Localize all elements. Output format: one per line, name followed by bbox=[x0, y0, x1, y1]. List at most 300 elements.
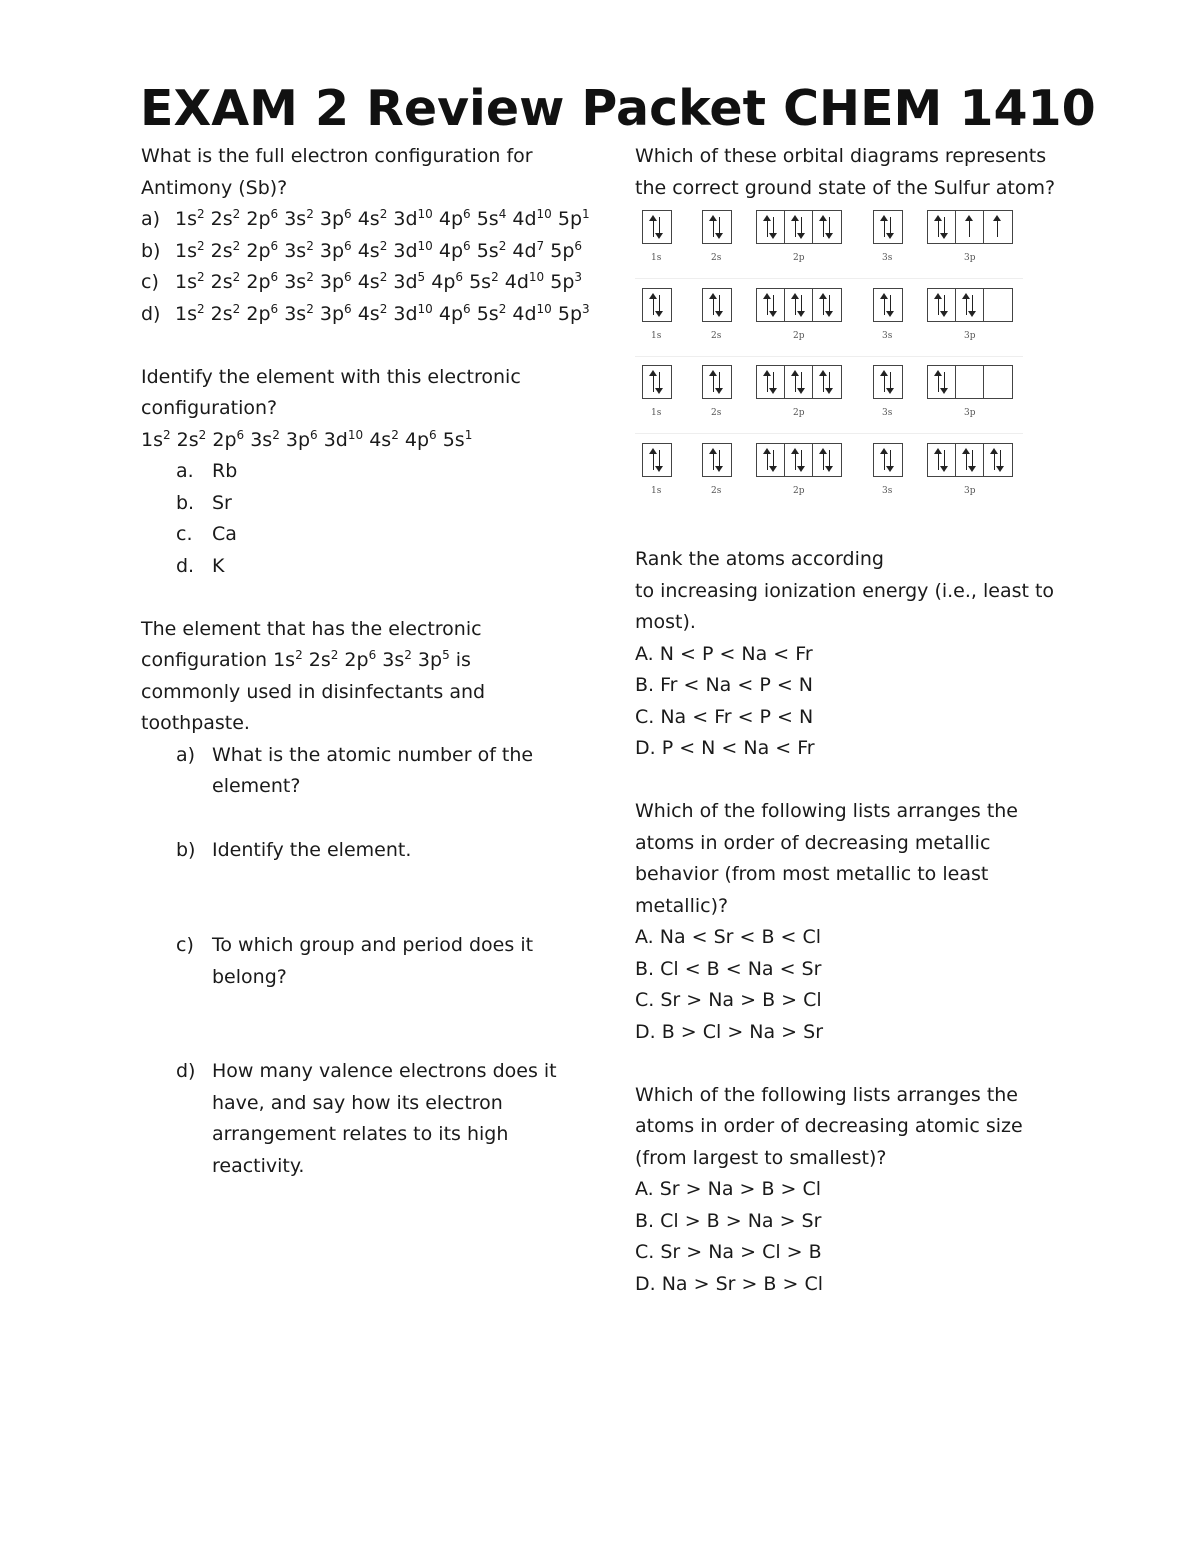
q6-line2: atoms in order of decreasing metallic bbox=[635, 831, 991, 854]
arrow-down-icon bbox=[944, 217, 945, 237]
config-text: 3s bbox=[244, 428, 273, 451]
config-text: 4d bbox=[506, 208, 537, 230]
config-text: 4p bbox=[425, 271, 456, 293]
divider bbox=[635, 278, 1023, 279]
orbital-cell bbox=[785, 444, 813, 476]
superscript: 2 bbox=[295, 648, 303, 662]
orbital-cell bbox=[757, 444, 785, 476]
orbital-label: 3s bbox=[882, 408, 893, 418]
q7-option-d: D. Na > Sr > B > Cl bbox=[635, 1272, 824, 1295]
orbital-label: 2p bbox=[793, 330, 805, 341]
superscript: 2 bbox=[306, 270, 314, 284]
superscript: 2 bbox=[272, 427, 280, 442]
config-text: 5s bbox=[436, 428, 465, 451]
sub-text: What is the atomic number of the bbox=[212, 743, 534, 766]
q7-line2: atoms in order of decreasing atomic size bbox=[635, 1115, 1023, 1137]
orbital-label: 2p bbox=[793, 485, 805, 496]
orbital-cell bbox=[874, 444, 902, 476]
arrow-down-icon bbox=[890, 217, 891, 237]
option-text: K bbox=[212, 554, 225, 577]
arrow-down-icon bbox=[659, 295, 660, 315]
orbital-box bbox=[702, 288, 732, 322]
superscript: 10 bbox=[347, 427, 364, 442]
superscript: 2 bbox=[330, 648, 339, 662]
config-text: 2p bbox=[240, 208, 271, 230]
config-text: 3p bbox=[279, 428, 311, 451]
orbital-cell bbox=[874, 211, 902, 243]
page-title: EXAM 2 Review Packet CHEM 1410 bbox=[140, 80, 1096, 137]
arrow-up-icon bbox=[884, 217, 885, 237]
config-text: 4s bbox=[351, 302, 380, 325]
arrow-up-icon bbox=[997, 217, 998, 237]
arrow-down-icon bbox=[1000, 450, 1001, 470]
config-text: 4d bbox=[506, 302, 537, 325]
arrow-up-icon bbox=[795, 217, 796, 237]
orbital-box bbox=[873, 443, 903, 477]
arrow-up-icon bbox=[823, 217, 824, 237]
arrow-up-icon bbox=[969, 217, 970, 237]
orbital-cell bbox=[703, 444, 731, 476]
option-text: Ca bbox=[212, 523, 237, 545]
superscript: 2 bbox=[498, 238, 507, 253]
superscript: 1 bbox=[464, 427, 473, 442]
config-text: 4s bbox=[351, 239, 380, 262]
superscript: 2 bbox=[404, 648, 412, 662]
orbital-cell bbox=[703, 366, 731, 398]
arrow-up-icon bbox=[994, 450, 995, 470]
superscript: 6 bbox=[236, 427, 245, 442]
sub-text: reactivity. bbox=[212, 1154, 305, 1177]
superscript: 6 bbox=[270, 238, 279, 253]
config-text: 5p bbox=[551, 302, 583, 325]
q5-option-a: A. N < P < Na < Fr bbox=[635, 642, 813, 665]
config-text: 5p bbox=[551, 208, 583, 230]
arrow-down-icon bbox=[829, 372, 830, 392]
q3-line3: commonly used in disinfectants and bbox=[141, 680, 486, 703]
config-text: configuration 1s bbox=[141, 649, 296, 671]
q6-option-d: D. B > Cl > Na > Sr bbox=[635, 1020, 824, 1043]
orbital-diagrams bbox=[635, 206, 1025, 506]
superscript: 5 bbox=[417, 270, 426, 284]
q7-line3: (from largest to smallest)? bbox=[635, 1146, 887, 1169]
config-text: 3s bbox=[278, 302, 307, 325]
orbital-label: 3s bbox=[882, 253, 893, 263]
orbital-cell bbox=[813, 289, 841, 321]
orbital-box bbox=[702, 365, 732, 399]
config-text: 2p bbox=[240, 271, 271, 293]
arrow-down-icon bbox=[719, 372, 720, 392]
option-label: a. bbox=[176, 460, 194, 482]
q1-options bbox=[141, 204, 590, 330]
option-label: b) bbox=[141, 239, 161, 262]
arrow-up-icon bbox=[938, 295, 939, 315]
arrow-down-icon bbox=[801, 295, 802, 315]
config-text: 2s bbox=[302, 649, 331, 671]
q3-line2 bbox=[141, 645, 561, 677]
orbital-box bbox=[927, 365, 1013, 399]
orbital-label: 2s bbox=[711, 330, 722, 341]
orbital-diagram-option[interactable] bbox=[635, 361, 1025, 433]
config-text: 2s bbox=[170, 428, 199, 451]
arrow-down-icon bbox=[719, 217, 720, 237]
q2-option-d bbox=[141, 551, 561, 583]
config-text: 5s bbox=[470, 302, 499, 325]
arrow-down-icon bbox=[773, 372, 774, 392]
orbital-label: 3p bbox=[964, 330, 976, 341]
config-text: 4d bbox=[506, 239, 537, 262]
orbital-cell bbox=[785, 366, 813, 398]
orbital-box bbox=[927, 210, 1013, 244]
config-text: 2s bbox=[204, 239, 233, 262]
orbital-cell bbox=[984, 444, 1012, 476]
superscript: 10 bbox=[417, 301, 433, 316]
arrow-up-icon bbox=[795, 372, 796, 392]
option-label: a) bbox=[141, 208, 161, 230]
orbital-cell bbox=[813, 366, 841, 398]
orbital-cell bbox=[757, 211, 785, 243]
orbital-cell bbox=[874, 289, 902, 321]
arrow-down-icon bbox=[773, 295, 774, 315]
orbital-box bbox=[642, 443, 672, 477]
orbital-label: 1s bbox=[651, 485, 662, 496]
q2-option-c bbox=[141, 519, 561, 551]
q6-option-b: B. Cl < B < Na < Sr bbox=[635, 957, 822, 980]
orbital-box bbox=[642, 210, 672, 244]
superscript: 2 bbox=[491, 270, 499, 284]
superscript: 10 bbox=[528, 270, 545, 284]
superscript: 6 bbox=[344, 238, 352, 253]
config-text: 4p bbox=[432, 208, 464, 230]
superscript: 2 bbox=[306, 301, 314, 316]
arrow-down-icon bbox=[801, 450, 802, 470]
option-label: b. bbox=[176, 491, 195, 514]
superscript: 10 bbox=[417, 238, 433, 253]
orbital-diagram-option[interactable] bbox=[635, 284, 1025, 356]
superscript: 6 bbox=[344, 270, 352, 284]
q2-option-a bbox=[141, 456, 561, 488]
superscript: 2 bbox=[197, 238, 205, 253]
superscript: 6 bbox=[344, 301, 352, 316]
superscript: 10 bbox=[536, 207, 552, 221]
superscript: 2 bbox=[197, 207, 205, 221]
sub-text: arrangement relates to its high bbox=[212, 1123, 509, 1145]
config-text: 5s bbox=[470, 208, 499, 230]
superscript: 6 bbox=[463, 238, 471, 253]
orbital-cell bbox=[956, 366, 984, 398]
orbital-diagram-option[interactable] bbox=[635, 206, 1025, 278]
superscript: 6 bbox=[270, 301, 279, 316]
orbital-label: 3s bbox=[882, 330, 893, 341]
option-text: Sr bbox=[212, 491, 232, 514]
arrow-up-icon bbox=[767, 217, 768, 237]
q2-question-line2: configuration? bbox=[141, 397, 278, 419]
orbital-box bbox=[927, 443, 1013, 477]
config-text: 4s bbox=[363, 428, 392, 451]
superscript: 6 bbox=[344, 207, 352, 221]
orbital-label: 2s bbox=[711, 485, 722, 496]
orbital-label: 2p bbox=[793, 253, 805, 263]
sub-label: c) bbox=[176, 934, 194, 956]
sub-text: belong? bbox=[212, 965, 287, 988]
q6-line4: metallic)? bbox=[635, 894, 729, 917]
option-config bbox=[175, 236, 582, 268]
config-text: 4p bbox=[432, 239, 464, 262]
orbital-cell bbox=[643, 211, 671, 243]
superscript: 7 bbox=[536, 238, 545, 253]
arrow-up-icon bbox=[653, 295, 654, 315]
config-text: 3p bbox=[313, 271, 345, 293]
superscript: 2 bbox=[232, 238, 241, 253]
q5-line3: most). bbox=[635, 611, 696, 633]
orbital-box bbox=[642, 288, 672, 322]
sub-label: b) bbox=[176, 838, 196, 861]
superscript: 2 bbox=[498, 301, 507, 316]
option-label: d) bbox=[141, 302, 161, 325]
q2-config bbox=[141, 425, 561, 457]
orbital-box bbox=[873, 210, 903, 244]
superscript: 2 bbox=[379, 270, 388, 284]
orbital-label: 2p bbox=[793, 408, 805, 418]
divider bbox=[635, 433, 1023, 434]
arrow-down-icon bbox=[944, 450, 945, 470]
config-text: 3d bbox=[387, 271, 418, 293]
sub-label: a) bbox=[176, 743, 196, 766]
orbital-box bbox=[642, 365, 672, 399]
q7-line1: Which of the following lists arranges the bbox=[635, 1083, 1018, 1106]
sub-text: How many valence electrons does it bbox=[212, 1060, 557, 1082]
arrow-up-icon bbox=[767, 450, 768, 470]
config-text: 5s bbox=[463, 271, 492, 293]
orbital-cell bbox=[956, 211, 984, 243]
arrow-down-icon bbox=[944, 372, 945, 392]
config-text: 2p bbox=[240, 239, 271, 262]
orbital-cell bbox=[928, 211, 956, 243]
config-text: 3d bbox=[317, 428, 348, 451]
config-text: 1s bbox=[175, 208, 197, 230]
orbital-box bbox=[756, 288, 842, 322]
superscript: 2 bbox=[197, 270, 205, 284]
orbital-cell bbox=[703, 211, 731, 243]
orbital-cell bbox=[956, 289, 984, 321]
superscript: 6 bbox=[270, 207, 279, 221]
superscript: 6 bbox=[455, 270, 464, 284]
superscript: 2 bbox=[306, 238, 314, 253]
arrow-down-icon bbox=[890, 372, 891, 392]
arrow-down-icon bbox=[801, 217, 802, 237]
q2-option-b bbox=[141, 488, 561, 520]
orbital-box bbox=[756, 443, 842, 477]
config-text: 4s bbox=[351, 271, 380, 293]
orbital-cell bbox=[928, 289, 956, 321]
config-text: 4p bbox=[398, 428, 430, 451]
orbital-cell bbox=[785, 289, 813, 321]
right-column bbox=[635, 141, 1075, 204]
arrow-down-icon bbox=[801, 372, 802, 392]
superscript: 5 bbox=[442, 648, 450, 662]
config-text: 3p bbox=[411, 649, 443, 671]
orbital-cell bbox=[757, 289, 785, 321]
orbital-box bbox=[873, 288, 903, 322]
orbital-cell bbox=[813, 444, 841, 476]
q5-option-b: B. Fr < Na < P < N bbox=[635, 674, 813, 696]
config-text: 3p bbox=[313, 302, 345, 325]
sub-text: element? bbox=[212, 775, 301, 797]
superscript: 2 bbox=[232, 270, 241, 284]
orbital-box bbox=[927, 288, 1013, 322]
orbital-cell bbox=[757, 366, 785, 398]
q3-sub-d bbox=[141, 1056, 561, 1182]
config-text: 5s bbox=[470, 239, 499, 262]
orbital-label: 3s bbox=[882, 485, 893, 496]
config-text: 3s bbox=[278, 239, 307, 262]
orbital-box bbox=[756, 210, 842, 244]
config-text: 4d bbox=[498, 271, 529, 293]
orbital-cell bbox=[813, 211, 841, 243]
orbital-label: 3p bbox=[964, 253, 976, 263]
q6-option-a: A. Na < Sr < B < Cl bbox=[635, 926, 822, 948]
orbital-label: 1s bbox=[651, 330, 662, 341]
arrow-up-icon bbox=[884, 295, 885, 315]
arrow-up-icon bbox=[795, 450, 796, 470]
right-column-lower bbox=[635, 544, 1075, 1300]
config-text: is bbox=[449, 649, 471, 671]
orbital-cell bbox=[928, 444, 956, 476]
q3-sub-b bbox=[141, 835, 561, 867]
option-text: Rb bbox=[212, 460, 238, 482]
orbital-cell bbox=[643, 366, 671, 398]
arrow-down-icon bbox=[944, 295, 945, 315]
q5-line2: to increasing ionization energy (i.e., least to bbox=[635, 579, 1055, 602]
config-text: 3s bbox=[278, 271, 307, 293]
orbital-box bbox=[702, 443, 732, 477]
q6-line3: behavior (from most metallic to least bbox=[635, 863, 989, 885]
config-text: 2s bbox=[204, 208, 233, 230]
arrow-up-icon bbox=[966, 450, 967, 470]
orbital-diagram-option[interactable] bbox=[635, 439, 1025, 511]
option-label: c. bbox=[176, 523, 193, 545]
q7-option-c: C. Sr > Na > Cl > B bbox=[635, 1241, 822, 1263]
superscript: 6 bbox=[463, 301, 471, 316]
sub-text: have, and say how its electron bbox=[212, 1091, 503, 1114]
superscript: 10 bbox=[536, 301, 552, 316]
superscript: 3 bbox=[574, 270, 583, 284]
arrow-down-icon bbox=[829, 295, 830, 315]
q5-option-d: D. P < N < Na < Fr bbox=[635, 737, 815, 759]
config-text: 3s bbox=[278, 208, 307, 230]
orbital-cell bbox=[984, 289, 1012, 321]
config-text: 1s bbox=[141, 428, 163, 451]
arrow-down-icon bbox=[719, 450, 720, 470]
arrow-up-icon bbox=[884, 450, 885, 470]
q1-question-line1: What is the full electron configuration for bbox=[141, 145, 533, 167]
divider bbox=[635, 356, 1023, 357]
superscript: 2 bbox=[163, 427, 171, 442]
q7-option-a: A. Sr > Na > B > Cl bbox=[635, 1178, 822, 1200]
orbital-label: 2s bbox=[711, 253, 722, 263]
q5-line1: Rank the atoms according bbox=[635, 548, 884, 570]
superscript: 6 bbox=[270, 270, 279, 284]
orbital-cell bbox=[984, 211, 1012, 243]
superscript: 6 bbox=[368, 648, 377, 662]
q1-question-line2: Antimony (Sb)? bbox=[141, 176, 288, 199]
orbital-box bbox=[756, 365, 842, 399]
superscript: 2 bbox=[379, 301, 388, 316]
arrow-down-icon bbox=[659, 450, 660, 470]
superscript: 6 bbox=[310, 427, 318, 442]
orbital-box bbox=[873, 365, 903, 399]
config-text: 3d bbox=[387, 239, 418, 262]
q3-line1: The element that has the electronic bbox=[141, 617, 482, 640]
arrow-up-icon bbox=[713, 217, 714, 237]
config-text: 2p bbox=[206, 428, 237, 451]
config-text: 1s bbox=[175, 239, 197, 262]
arrow-up-icon bbox=[938, 372, 939, 392]
option-config bbox=[175, 204, 590, 236]
orbital-label: 3p bbox=[964, 485, 976, 496]
arrow-up-icon bbox=[713, 450, 714, 470]
arrow-down-icon bbox=[829, 217, 830, 237]
option-config bbox=[175, 299, 590, 331]
orbital-cell bbox=[984, 366, 1012, 398]
superscript: 1 bbox=[582, 207, 590, 221]
arrow-up-icon bbox=[653, 372, 654, 392]
config-text: 2p bbox=[338, 649, 369, 671]
arrow-down-icon bbox=[719, 295, 720, 315]
superscript: 10 bbox=[417, 207, 433, 221]
config-text: 2p bbox=[240, 302, 271, 325]
arrow-up-icon bbox=[713, 372, 714, 392]
sub-text: Identify the element. bbox=[212, 838, 412, 861]
q7-option-b: B. Cl > B > Na > Sr bbox=[635, 1209, 822, 1232]
superscript: 2 bbox=[391, 427, 399, 442]
config-text: 2s bbox=[204, 302, 233, 325]
config-text: 1s bbox=[175, 302, 197, 325]
superscript: 4 bbox=[498, 207, 507, 221]
arrow-up-icon bbox=[713, 295, 714, 315]
arrow-down-icon bbox=[890, 450, 891, 470]
arrow-down-icon bbox=[890, 295, 891, 315]
q6-line1: Which of the following lists arranges the bbox=[635, 800, 1018, 822]
arrow-up-icon bbox=[938, 217, 939, 237]
arrow-up-icon bbox=[966, 295, 967, 315]
orbital-label: 1s bbox=[651, 408, 662, 418]
orbital-cell bbox=[874, 366, 902, 398]
arrow-up-icon bbox=[795, 295, 796, 315]
orbital-label: 1s bbox=[651, 253, 662, 263]
config-text: 5p bbox=[544, 239, 575, 262]
arrow-up-icon bbox=[653, 217, 654, 237]
config-text: 3p bbox=[313, 208, 345, 230]
orbital-label: 3p bbox=[964, 408, 976, 418]
arrow-up-icon bbox=[823, 295, 824, 315]
q1-option-d bbox=[141, 299, 590, 331]
config-text: 3d bbox=[387, 302, 418, 325]
orbital-cell bbox=[643, 289, 671, 321]
q5-option-c: C. Na < Fr < P < N bbox=[635, 705, 814, 728]
option-config bbox=[175, 267, 582, 299]
orbital-cell bbox=[703, 289, 731, 321]
arrow-down-icon bbox=[773, 450, 774, 470]
superscript: 2 bbox=[232, 207, 241, 221]
arrow-up-icon bbox=[938, 450, 939, 470]
superscript: 3 bbox=[582, 301, 590, 316]
arrow-down-icon bbox=[972, 450, 973, 470]
config-text: 3d bbox=[387, 208, 418, 230]
arrow-up-icon bbox=[767, 295, 768, 315]
config-text: 2s bbox=[204, 271, 233, 293]
superscript: 6 bbox=[429, 427, 437, 442]
config-text: 4s bbox=[351, 208, 380, 230]
